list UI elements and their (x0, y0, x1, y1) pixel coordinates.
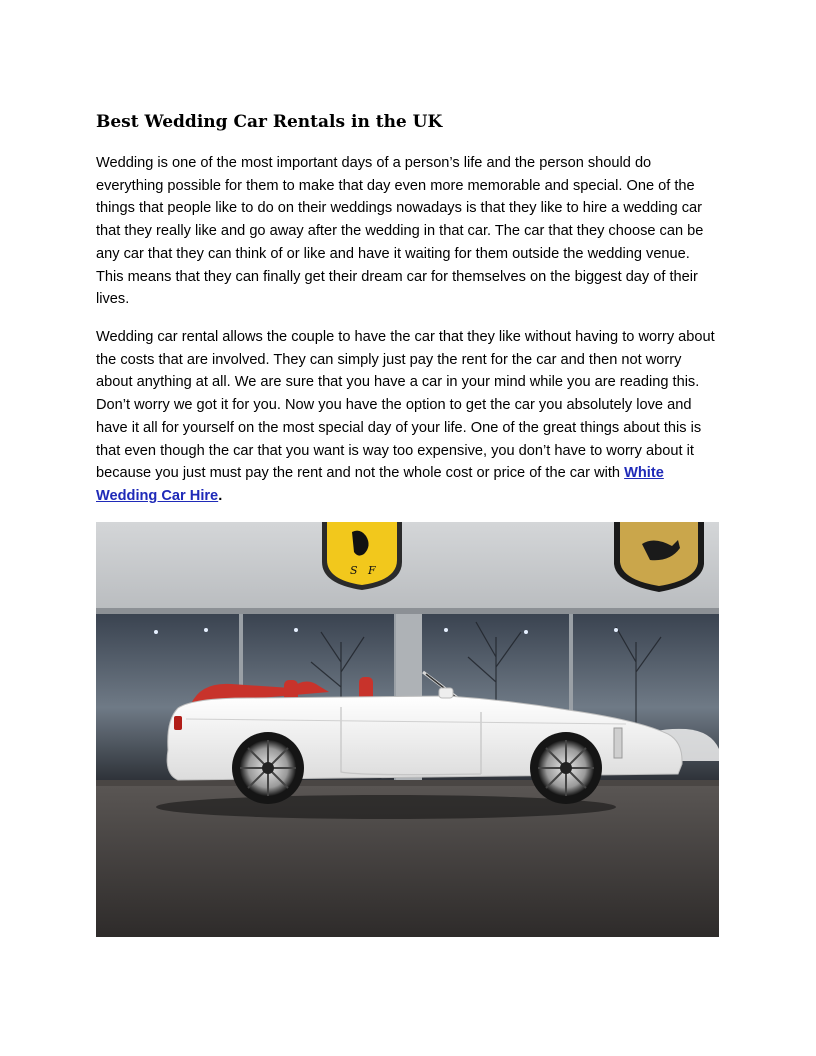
paragraph-end-punctuation: . (218, 487, 223, 504)
car-photo (96, 522, 719, 937)
white-wedding-car-hire-link[interactable]: White Wedding Car Hire (96, 465, 664, 504)
ferrari-badge (322, 522, 402, 590)
rental-paragraph-text: Wedding car rental allows the couple to have the car that they like without having to worry about the costs that are involved. They can simply just pay the rent for the car and then not worry about anything at all. We are sure that you have a car in your mind while you are reading this. Don’t worry we got it for you. Now you have the option to get the car you absolutely love and have it all for yourself on the most special day of your life. One of the great things about this is that even though the car that you want is way too expensive, you don’t have to worry about it because you just must pay the rent and not the whole cost or price of the car with (96, 329, 715, 482)
rear-wheel (232, 732, 304, 804)
lamborghini-badge (614, 522, 704, 592)
svg-text:S: S (350, 564, 358, 577)
rental-paragraph (96, 326, 720, 508)
front-wheel (530, 732, 602, 804)
page-title: Best Wedding Car Rentals in the UK (96, 112, 443, 132)
svg-text:F: F (368, 564, 376, 577)
intro-paragraph: Wedding is one of the most important days of a person’s life and the person should do everything possible for them to make that day even more memorable and special. One of the things that people like to do on their weddings nowadays is that they like to hire a wedding car that they really like and go away after the wedding in that car. The car that they choose can be any car that they can think of or like and have it waiting for them outside the wedding venue. This means that they can finally get their dream car for themselves on the biggest day of their lives. (96, 155, 704, 308)
